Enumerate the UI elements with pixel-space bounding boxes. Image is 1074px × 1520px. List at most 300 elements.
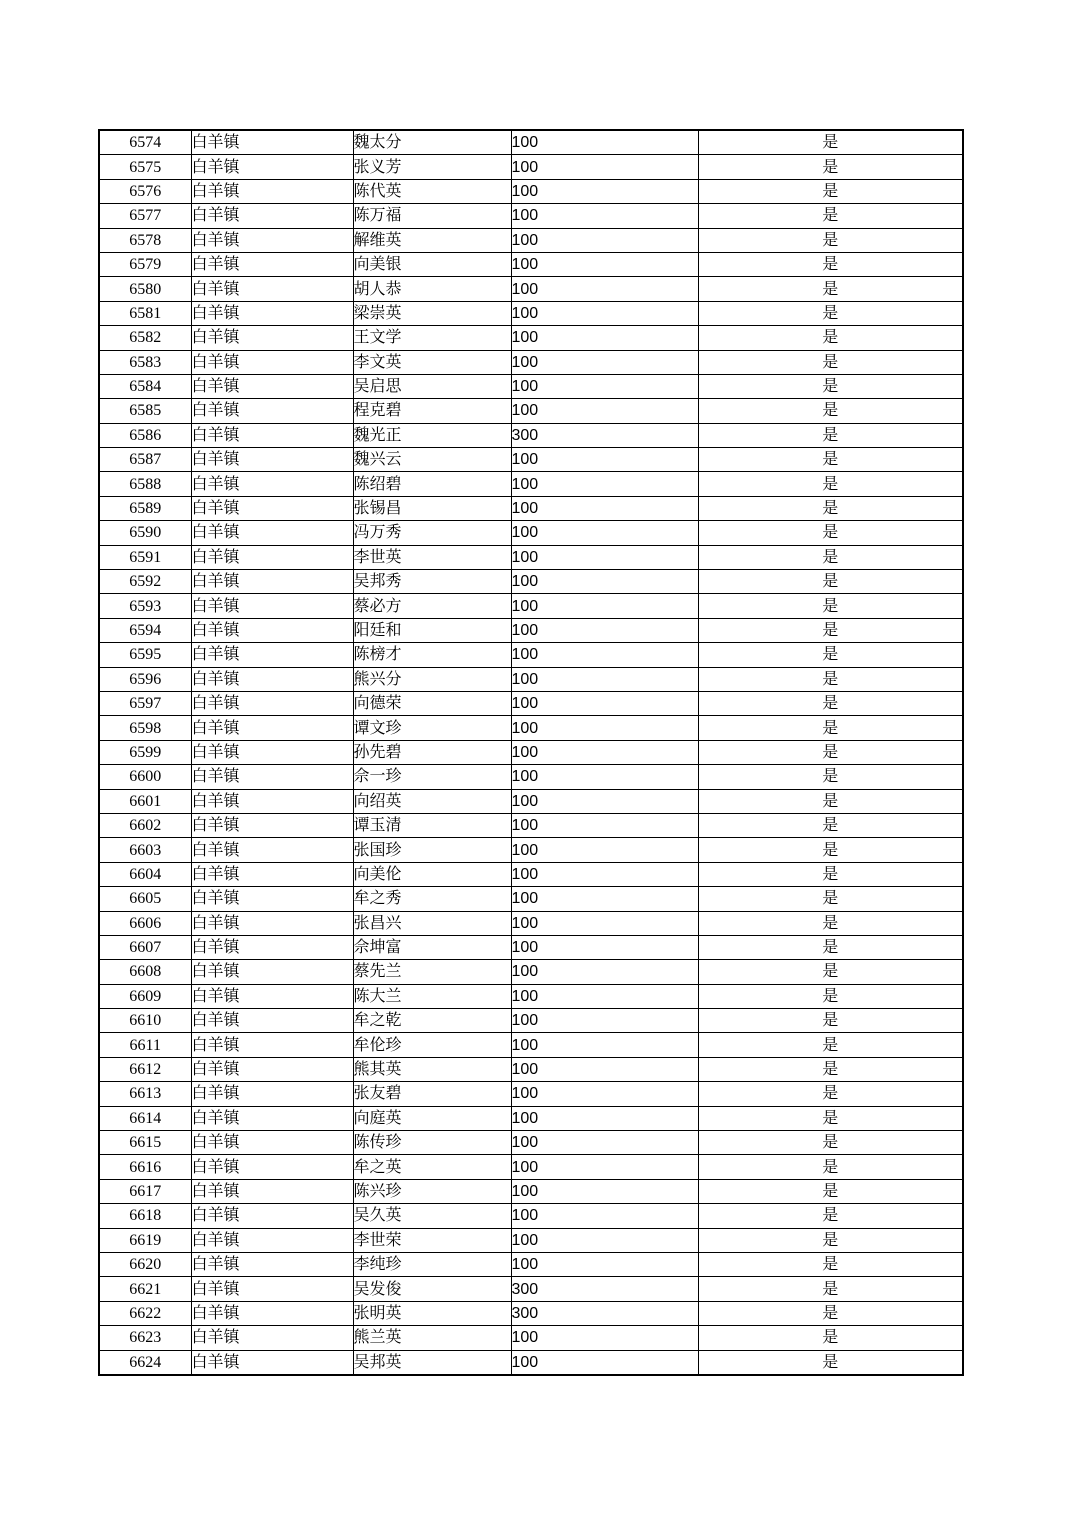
table-row bbox=[99, 594, 963, 618]
row-confirm: 是 bbox=[698, 521, 963, 545]
table-row bbox=[99, 423, 963, 447]
row-id: 6598 bbox=[99, 716, 191, 740]
row-town: 白羊镇 bbox=[191, 935, 353, 959]
table-row bbox=[99, 399, 963, 423]
row-confirm: 是 bbox=[698, 667, 963, 691]
row-id: 6601 bbox=[99, 789, 191, 813]
row-amount: 100 bbox=[511, 691, 698, 715]
row-town: 白羊镇 bbox=[191, 740, 353, 764]
table-row bbox=[99, 618, 963, 642]
row-amount: 100 bbox=[511, 179, 698, 203]
row-amount: 100 bbox=[511, 301, 698, 325]
row-confirm: 是 bbox=[698, 545, 963, 569]
row-id: 6591 bbox=[99, 545, 191, 569]
row-confirm: 是 bbox=[698, 179, 963, 203]
row-confirm: 是 bbox=[698, 789, 963, 813]
row-name: 向美银 bbox=[353, 252, 511, 276]
row-amount: 100 bbox=[511, 252, 698, 276]
row-town: 白羊镇 bbox=[191, 1252, 353, 1276]
row-id: 6600 bbox=[99, 765, 191, 789]
row-town: 白羊镇 bbox=[191, 1155, 353, 1179]
table-row bbox=[99, 862, 963, 886]
row-town: 白羊镇 bbox=[191, 838, 353, 862]
row-id: 6612 bbox=[99, 1057, 191, 1081]
table-row bbox=[99, 155, 963, 179]
table-row bbox=[99, 204, 963, 228]
row-name: 蔡先兰 bbox=[353, 960, 511, 984]
row-town: 白羊镇 bbox=[191, 521, 353, 545]
row-id: 6613 bbox=[99, 1082, 191, 1106]
row-id: 6579 bbox=[99, 252, 191, 276]
row-id: 6594 bbox=[99, 618, 191, 642]
table-row bbox=[99, 277, 963, 301]
row-confirm: 是 bbox=[698, 301, 963, 325]
row-amount: 100 bbox=[511, 204, 698, 228]
row-name: 向庭英 bbox=[353, 1106, 511, 1130]
row-id: 6606 bbox=[99, 911, 191, 935]
row-confirm: 是 bbox=[698, 374, 963, 398]
row-id: 6578 bbox=[99, 228, 191, 252]
row-name: 吴发俊 bbox=[353, 1277, 511, 1301]
table-row bbox=[99, 716, 963, 740]
row-confirm: 是 bbox=[698, 570, 963, 594]
row-confirm: 是 bbox=[698, 1057, 963, 1081]
row-confirm: 是 bbox=[698, 472, 963, 496]
row-amount: 300 bbox=[511, 1277, 698, 1301]
row-confirm: 是 bbox=[698, 1131, 963, 1155]
row-confirm: 是 bbox=[698, 618, 963, 642]
row-confirm: 是 bbox=[698, 984, 963, 1008]
table-row bbox=[99, 1277, 963, 1301]
row-amount: 300 bbox=[511, 1301, 698, 1325]
table-row bbox=[99, 1057, 963, 1081]
row-confirm: 是 bbox=[698, 887, 963, 911]
table-row bbox=[99, 521, 963, 545]
row-amount: 100 bbox=[511, 1155, 698, 1179]
row-town: 白羊镇 bbox=[191, 179, 353, 203]
row-amount: 100 bbox=[511, 1252, 698, 1276]
row-name: 魏光正 bbox=[353, 423, 511, 447]
table-row bbox=[99, 350, 963, 374]
row-confirm: 是 bbox=[698, 594, 963, 618]
row-confirm: 是 bbox=[698, 691, 963, 715]
row-amount: 100 bbox=[511, 740, 698, 764]
table-row bbox=[99, 130, 963, 155]
row-name: 谭文珍 bbox=[353, 716, 511, 740]
row-amount: 100 bbox=[511, 667, 698, 691]
row-amount: 100 bbox=[511, 862, 698, 886]
row-id: 6589 bbox=[99, 496, 191, 520]
row-id: 6608 bbox=[99, 960, 191, 984]
row-confirm: 是 bbox=[698, 1301, 963, 1325]
row-amount: 100 bbox=[511, 594, 698, 618]
row-town: 白羊镇 bbox=[191, 423, 353, 447]
row-name: 李纯珍 bbox=[353, 1252, 511, 1276]
table-row bbox=[99, 326, 963, 350]
row-name: 魏兴云 bbox=[353, 448, 511, 472]
row-confirm: 是 bbox=[698, 643, 963, 667]
row-town: 白羊镇 bbox=[191, 399, 353, 423]
row-confirm: 是 bbox=[698, 399, 963, 423]
row-amount: 100 bbox=[511, 326, 698, 350]
row-id: 6593 bbox=[99, 594, 191, 618]
row-name: 李世英 bbox=[353, 545, 511, 569]
row-confirm: 是 bbox=[698, 130, 963, 155]
row-town: 白羊镇 bbox=[191, 350, 353, 374]
table-row bbox=[99, 1106, 963, 1130]
row-confirm: 是 bbox=[698, 423, 963, 447]
row-id: 6616 bbox=[99, 1155, 191, 1179]
row-town: 白羊镇 bbox=[191, 472, 353, 496]
table-row bbox=[99, 1179, 963, 1203]
row-id: 6588 bbox=[99, 472, 191, 496]
row-name: 解维英 bbox=[353, 228, 511, 252]
table-row bbox=[99, 252, 963, 276]
row-town: 白羊镇 bbox=[191, 448, 353, 472]
row-town: 白羊镇 bbox=[191, 326, 353, 350]
row-town: 白羊镇 bbox=[191, 496, 353, 520]
row-name: 胡人恭 bbox=[353, 277, 511, 301]
row-town: 白羊镇 bbox=[191, 1301, 353, 1325]
row-amount: 100 bbox=[511, 1228, 698, 1252]
row-town: 白羊镇 bbox=[191, 301, 353, 325]
row-name: 熊其英 bbox=[353, 1057, 511, 1081]
row-id: 6609 bbox=[99, 984, 191, 1008]
row-confirm: 是 bbox=[698, 1277, 963, 1301]
row-amount: 100 bbox=[511, 350, 698, 374]
row-town: 白羊镇 bbox=[191, 1228, 353, 1252]
row-id: 6622 bbox=[99, 1301, 191, 1325]
table-row bbox=[99, 228, 963, 252]
row-id: 6615 bbox=[99, 1131, 191, 1155]
row-confirm: 是 bbox=[698, 838, 963, 862]
row-id: 6586 bbox=[99, 423, 191, 447]
row-name: 向绍英 bbox=[353, 789, 511, 813]
row-town: 白羊镇 bbox=[191, 228, 353, 252]
row-id: 6577 bbox=[99, 204, 191, 228]
row-confirm: 是 bbox=[698, 1228, 963, 1252]
row-town: 白羊镇 bbox=[191, 204, 353, 228]
table-row bbox=[99, 1033, 963, 1057]
row-name: 陈大兰 bbox=[353, 984, 511, 1008]
row-amount: 100 bbox=[511, 545, 698, 569]
row-town: 白羊镇 bbox=[191, 1179, 353, 1203]
row-name: 吴久英 bbox=[353, 1204, 511, 1228]
row-id: 6595 bbox=[99, 643, 191, 667]
row-id: 6592 bbox=[99, 570, 191, 594]
row-town: 白羊镇 bbox=[191, 765, 353, 789]
row-confirm: 是 bbox=[698, 1106, 963, 1130]
row-amount: 100 bbox=[511, 130, 698, 155]
table-row bbox=[99, 643, 963, 667]
table-row bbox=[99, 887, 963, 911]
row-amount: 100 bbox=[511, 155, 698, 179]
row-amount: 100 bbox=[511, 1033, 698, 1057]
table-row bbox=[99, 374, 963, 398]
row-name: 吴启思 bbox=[353, 374, 511, 398]
row-town: 白羊镇 bbox=[191, 716, 353, 740]
row-name: 程克碧 bbox=[353, 399, 511, 423]
table-row bbox=[99, 984, 963, 1008]
row-name: 张明英 bbox=[353, 1301, 511, 1325]
row-id: 6611 bbox=[99, 1033, 191, 1057]
table-row bbox=[99, 1228, 963, 1252]
row-amount: 100 bbox=[511, 374, 698, 398]
table-row bbox=[99, 448, 963, 472]
row-amount: 100 bbox=[511, 399, 698, 423]
row-town: 白羊镇 bbox=[191, 1326, 353, 1350]
row-name: 向美伦 bbox=[353, 862, 511, 886]
row-amount: 100 bbox=[511, 1131, 698, 1155]
table-row bbox=[99, 813, 963, 837]
row-name: 张义芳 bbox=[353, 155, 511, 179]
row-name: 牟伦珍 bbox=[353, 1033, 511, 1057]
row-town: 白羊镇 bbox=[191, 1082, 353, 1106]
table-row bbox=[99, 1204, 963, 1228]
table-row bbox=[99, 570, 963, 594]
row-town: 白羊镇 bbox=[191, 545, 353, 569]
row-confirm: 是 bbox=[698, 911, 963, 935]
row-name: 吴邦英 bbox=[353, 1350, 511, 1375]
row-confirm: 是 bbox=[698, 448, 963, 472]
row-confirm: 是 bbox=[698, 1082, 963, 1106]
row-amount: 100 bbox=[511, 984, 698, 1008]
row-name: 张昌兴 bbox=[353, 911, 511, 935]
row-town: 白羊镇 bbox=[191, 1131, 353, 1155]
row-amount: 100 bbox=[511, 765, 698, 789]
row-town: 白羊镇 bbox=[191, 570, 353, 594]
row-town: 白羊镇 bbox=[191, 1277, 353, 1301]
row-amount: 100 bbox=[511, 838, 698, 862]
row-name: 陈代英 bbox=[353, 179, 511, 203]
row-id: 6614 bbox=[99, 1106, 191, 1130]
row-name: 熊兰英 bbox=[353, 1326, 511, 1350]
row-name: 李世荣 bbox=[353, 1228, 511, 1252]
row-amount: 100 bbox=[511, 448, 698, 472]
row-town: 白羊镇 bbox=[191, 960, 353, 984]
row-id: 6618 bbox=[99, 1204, 191, 1228]
row-town: 白羊镇 bbox=[191, 618, 353, 642]
table-row bbox=[99, 935, 963, 959]
row-name: 梁崇英 bbox=[353, 301, 511, 325]
row-id: 6585 bbox=[99, 399, 191, 423]
table-row bbox=[99, 911, 963, 935]
row-amount: 100 bbox=[511, 277, 698, 301]
row-amount: 100 bbox=[511, 228, 698, 252]
row-town: 白羊镇 bbox=[191, 667, 353, 691]
row-town: 白羊镇 bbox=[191, 155, 353, 179]
row-name: 佘一珍 bbox=[353, 765, 511, 789]
row-town: 白羊镇 bbox=[191, 374, 353, 398]
data-table bbox=[98, 129, 964, 1376]
table-row bbox=[99, 1252, 963, 1276]
table-row bbox=[99, 691, 963, 715]
row-amount: 100 bbox=[511, 960, 698, 984]
row-amount: 300 bbox=[511, 423, 698, 447]
row-id: 6584 bbox=[99, 374, 191, 398]
row-id: 6617 bbox=[99, 1179, 191, 1203]
row-town: 白羊镇 bbox=[191, 887, 353, 911]
table-row bbox=[99, 496, 963, 520]
row-confirm: 是 bbox=[698, 1350, 963, 1375]
row-name: 张友碧 bbox=[353, 1082, 511, 1106]
table-row bbox=[99, 740, 963, 764]
table-row bbox=[99, 960, 963, 984]
row-id: 6607 bbox=[99, 935, 191, 959]
row-name: 王文学 bbox=[353, 326, 511, 350]
row-id: 6581 bbox=[99, 301, 191, 325]
row-id: 6624 bbox=[99, 1350, 191, 1375]
row-name: 冯万秀 bbox=[353, 521, 511, 545]
row-name: 陈传珍 bbox=[353, 1131, 511, 1155]
table-row bbox=[99, 1155, 963, 1179]
row-confirm: 是 bbox=[698, 252, 963, 276]
row-name: 李文英 bbox=[353, 350, 511, 374]
table-row bbox=[99, 545, 963, 569]
row-town: 白羊镇 bbox=[191, 252, 353, 276]
row-name: 陈万福 bbox=[353, 204, 511, 228]
row-name: 牟之英 bbox=[353, 1155, 511, 1179]
row-amount: 100 bbox=[511, 1350, 698, 1375]
row-id: 6604 bbox=[99, 862, 191, 886]
row-amount: 100 bbox=[511, 716, 698, 740]
row-name: 蔡必方 bbox=[353, 594, 511, 618]
row-id: 6587 bbox=[99, 448, 191, 472]
row-amount: 100 bbox=[511, 1326, 698, 1350]
row-name: 向德荣 bbox=[353, 691, 511, 715]
table-row bbox=[99, 301, 963, 325]
row-id: 6582 bbox=[99, 326, 191, 350]
row-town: 白羊镇 bbox=[191, 1033, 353, 1057]
row-name: 陈兴珍 bbox=[353, 1179, 511, 1203]
row-town: 白羊镇 bbox=[191, 277, 353, 301]
table-row bbox=[99, 667, 963, 691]
row-town: 白羊镇 bbox=[191, 594, 353, 618]
row-amount: 100 bbox=[511, 1106, 698, 1130]
row-id: 6623 bbox=[99, 1326, 191, 1350]
table-body bbox=[99, 130, 963, 1375]
row-town: 白羊镇 bbox=[191, 911, 353, 935]
row-name: 熊兴分 bbox=[353, 667, 511, 691]
table-row bbox=[99, 838, 963, 862]
row-id: 6621 bbox=[99, 1277, 191, 1301]
row-amount: 100 bbox=[511, 887, 698, 911]
row-confirm: 是 bbox=[698, 1326, 963, 1350]
row-id: 6574 bbox=[99, 130, 191, 155]
row-confirm: 是 bbox=[698, 813, 963, 837]
row-amount: 100 bbox=[511, 1204, 698, 1228]
table-row bbox=[99, 1082, 963, 1106]
table-row bbox=[99, 1350, 963, 1375]
row-id: 6605 bbox=[99, 887, 191, 911]
row-town: 白羊镇 bbox=[191, 1009, 353, 1033]
row-name: 孙先碧 bbox=[353, 740, 511, 764]
row-town: 白羊镇 bbox=[191, 130, 353, 155]
row-name: 吴邦秀 bbox=[353, 570, 511, 594]
row-town: 白羊镇 bbox=[191, 813, 353, 837]
row-name: 张国珍 bbox=[353, 838, 511, 862]
row-confirm: 是 bbox=[698, 204, 963, 228]
row-confirm: 是 bbox=[698, 716, 963, 740]
table-row bbox=[99, 1301, 963, 1325]
row-confirm: 是 bbox=[698, 1204, 963, 1228]
row-name: 牟之乾 bbox=[353, 1009, 511, 1033]
row-name: 张锡昌 bbox=[353, 496, 511, 520]
row-id: 6599 bbox=[99, 740, 191, 764]
row-id: 6610 bbox=[99, 1009, 191, 1033]
row-name: 魏太分 bbox=[353, 130, 511, 155]
row-name: 陈榜才 bbox=[353, 643, 511, 667]
row-id: 6583 bbox=[99, 350, 191, 374]
row-name: 佘坤富 bbox=[353, 935, 511, 959]
row-confirm: 是 bbox=[698, 277, 963, 301]
row-amount: 100 bbox=[511, 618, 698, 642]
row-town: 白羊镇 bbox=[191, 691, 353, 715]
row-town: 白羊镇 bbox=[191, 984, 353, 1008]
table-row bbox=[99, 765, 963, 789]
row-confirm: 是 bbox=[698, 1179, 963, 1203]
row-id: 6576 bbox=[99, 179, 191, 203]
row-confirm: 是 bbox=[698, 1252, 963, 1276]
row-id: 6590 bbox=[99, 521, 191, 545]
row-amount: 100 bbox=[511, 935, 698, 959]
table-row bbox=[99, 179, 963, 203]
row-amount: 100 bbox=[511, 1179, 698, 1203]
row-confirm: 是 bbox=[698, 155, 963, 179]
row-name: 阳廷和 bbox=[353, 618, 511, 642]
row-confirm: 是 bbox=[698, 1009, 963, 1033]
row-confirm: 是 bbox=[698, 740, 963, 764]
row-id: 6620 bbox=[99, 1252, 191, 1276]
row-confirm: 是 bbox=[698, 1155, 963, 1179]
row-id: 6596 bbox=[99, 667, 191, 691]
row-id: 6603 bbox=[99, 838, 191, 862]
row-amount: 100 bbox=[511, 472, 698, 496]
row-confirm: 是 bbox=[698, 350, 963, 374]
row-id: 6597 bbox=[99, 691, 191, 715]
row-town: 白羊镇 bbox=[191, 862, 353, 886]
row-town: 白羊镇 bbox=[191, 789, 353, 813]
row-amount: 100 bbox=[511, 521, 698, 545]
row-confirm: 是 bbox=[698, 326, 963, 350]
row-amount: 100 bbox=[511, 1057, 698, 1081]
row-id: 6575 bbox=[99, 155, 191, 179]
row-name: 陈绍碧 bbox=[353, 472, 511, 496]
row-amount: 100 bbox=[511, 643, 698, 667]
row-amount: 100 bbox=[511, 1009, 698, 1033]
row-id: 6619 bbox=[99, 1228, 191, 1252]
row-amount: 100 bbox=[511, 911, 698, 935]
row-confirm: 是 bbox=[698, 765, 963, 789]
row-confirm: 是 bbox=[698, 960, 963, 984]
row-id: 6580 bbox=[99, 277, 191, 301]
row-town: 白羊镇 bbox=[191, 1106, 353, 1130]
table-row bbox=[99, 472, 963, 496]
row-amount: 100 bbox=[511, 1082, 698, 1106]
row-confirm: 是 bbox=[698, 228, 963, 252]
table-row bbox=[99, 789, 963, 813]
table-row bbox=[99, 1009, 963, 1033]
row-confirm: 是 bbox=[698, 1033, 963, 1057]
row-amount: 100 bbox=[511, 570, 698, 594]
row-name: 谭玉清 bbox=[353, 813, 511, 837]
row-town: 白羊镇 bbox=[191, 1350, 353, 1375]
row-confirm: 是 bbox=[698, 496, 963, 520]
row-town: 白羊镇 bbox=[191, 643, 353, 667]
row-confirm: 是 bbox=[698, 935, 963, 959]
table-row bbox=[99, 1131, 963, 1155]
row-id: 6602 bbox=[99, 813, 191, 837]
